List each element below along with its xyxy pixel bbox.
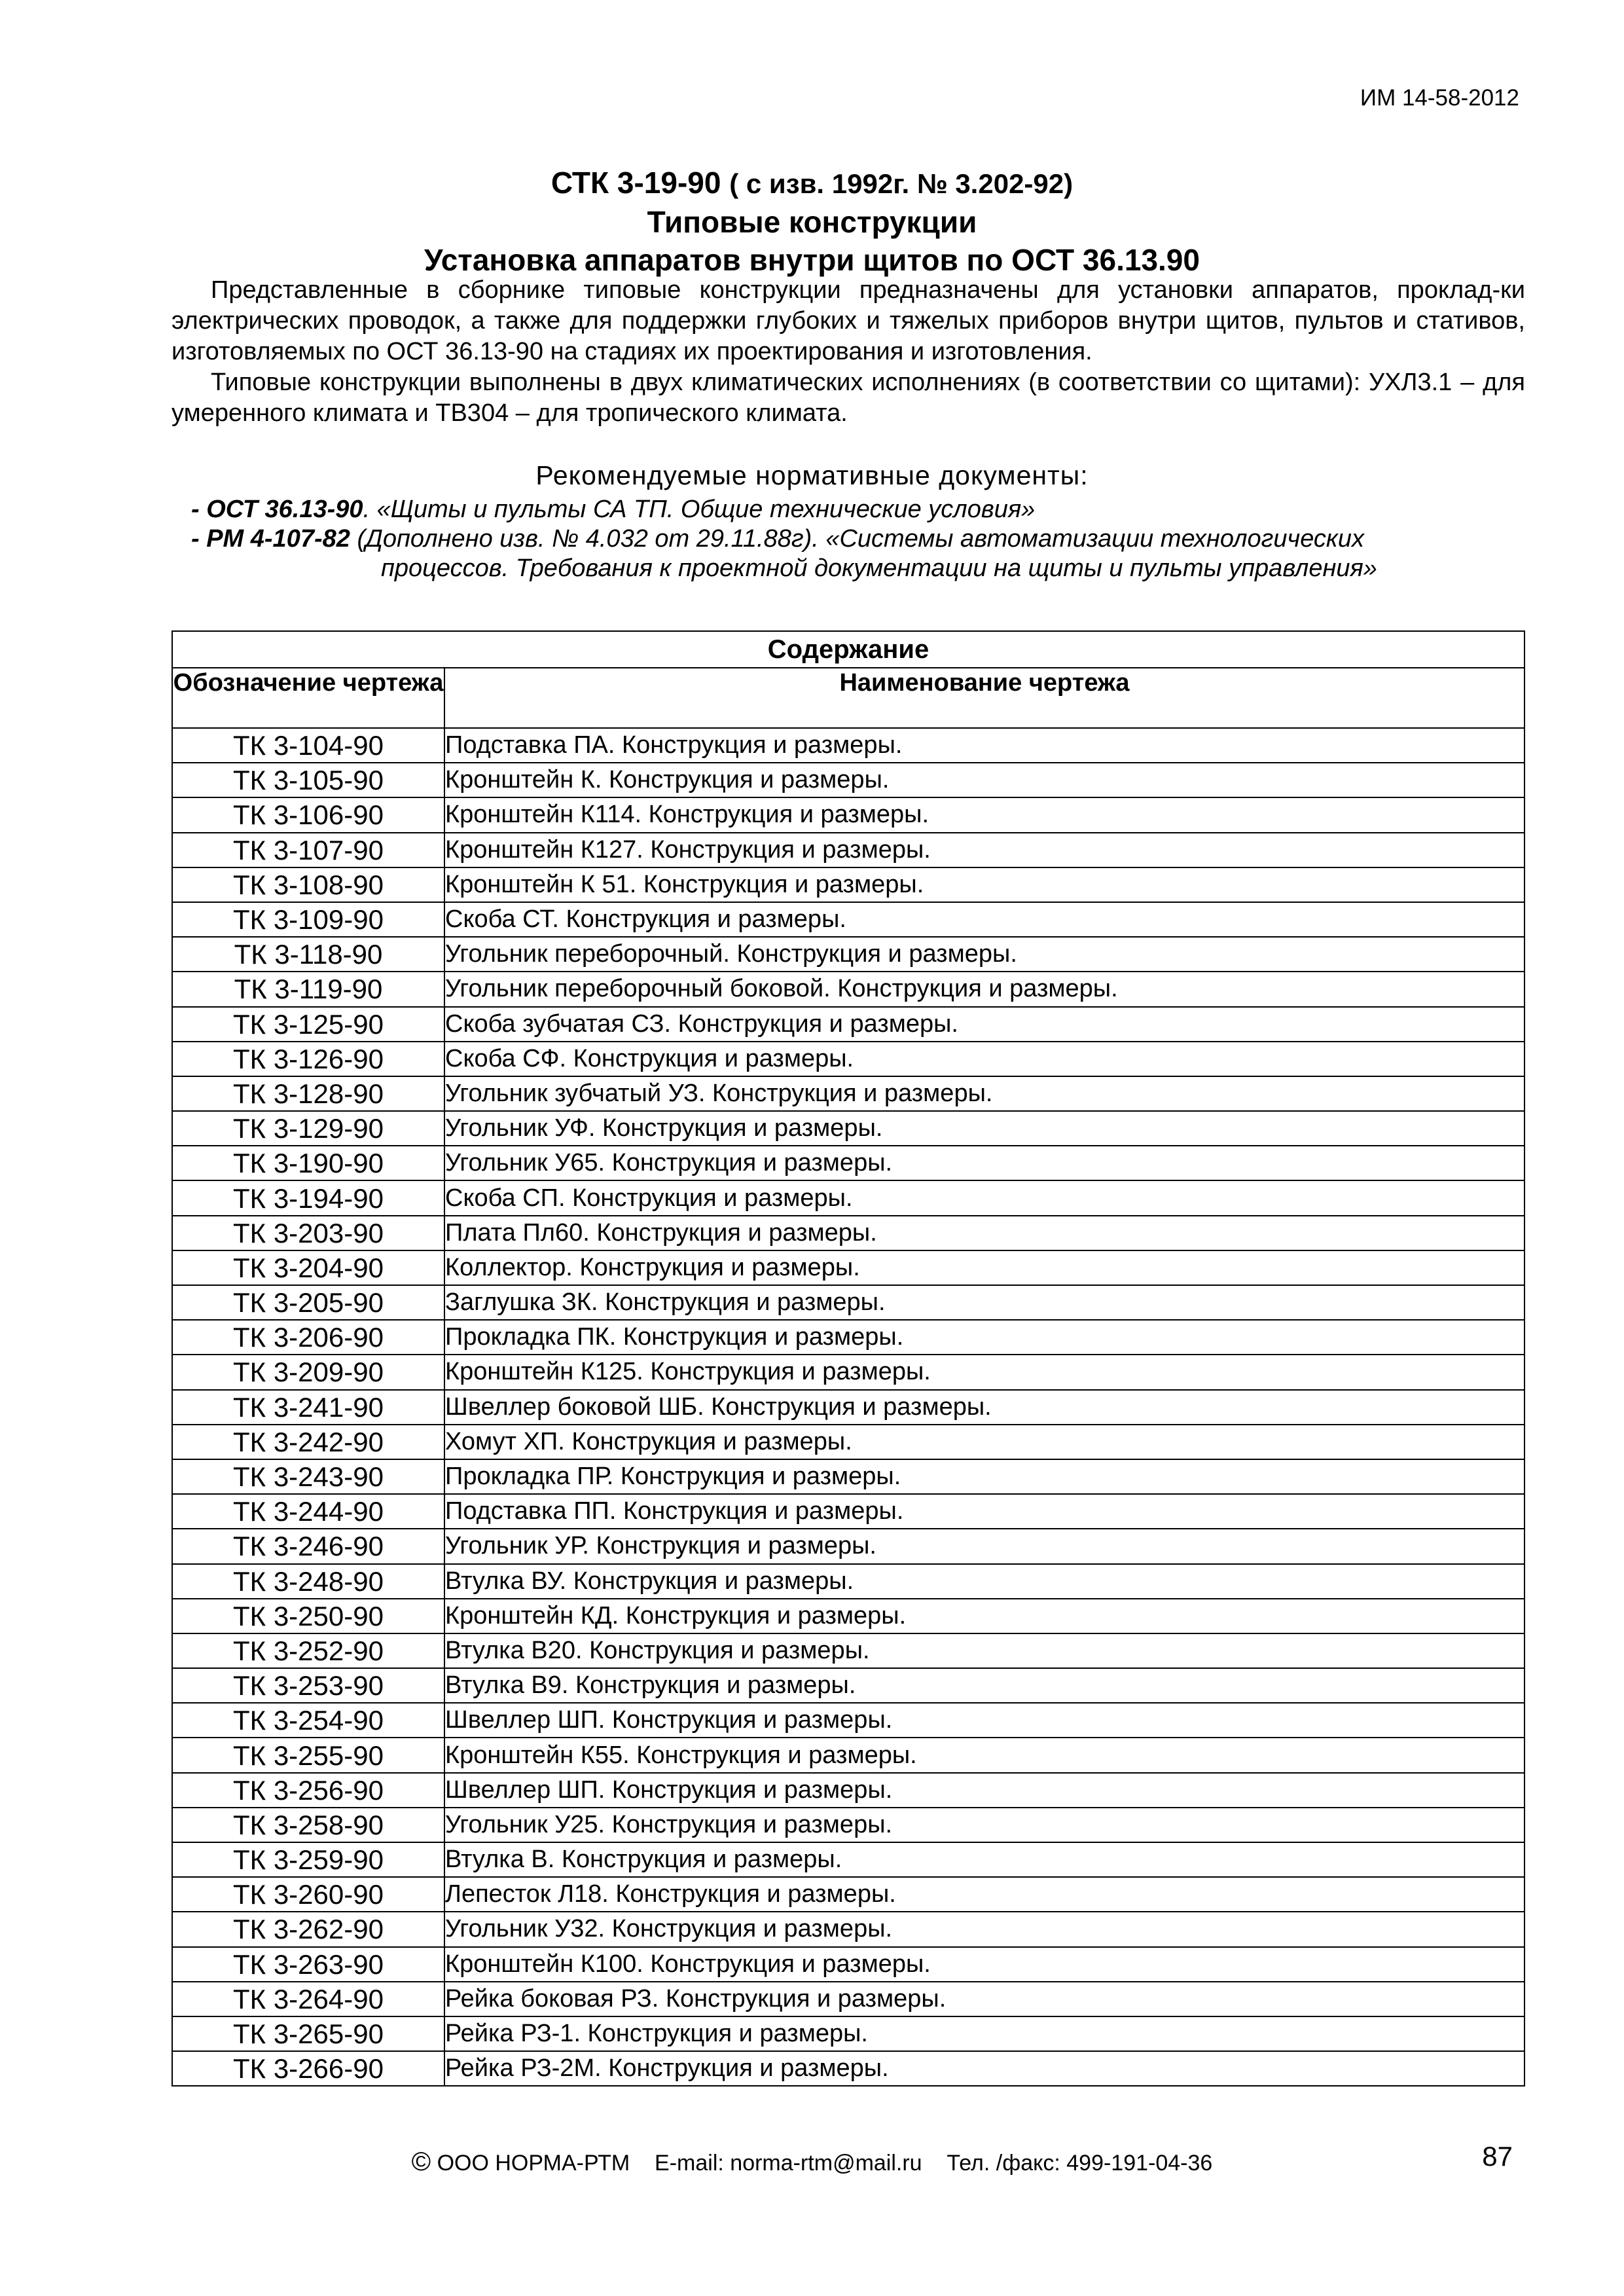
table-row [172,2051,1525,2086]
drawing-name-cell: Кронштейн К. Конструкция и размеры. [444,763,1525,797]
drawing-code-cell: ТК 3-255-90 [172,1738,444,1772]
reference-text: (Дополнено изв. № 4.032 от 29.11.88г). «Системы автоматизации технологических [350,525,1365,553]
footer-phone: Тел. /факс: 499-191-04-36 [947,2151,1213,2176]
drawing-name-cell: Угольник У65. Конструкция и размеры. [444,1146,1525,1180]
drawing-name-cell: Угольник УФ. Конструкция и размеры. [444,1111,1525,1146]
drawing-code-cell: ТК 3-258-90 [172,1808,444,1842]
drawing-name-cell: Скоба СФ. Конструкция и размеры. [444,1042,1525,1076]
drawing-code-cell: ТК 3-206-90 [172,1320,444,1355]
table-row [172,937,1525,972]
drawing-code-cell: ТК 3-263-90 [172,1947,444,1982]
drawing-name-cell: Заглушка ЗК. Конструкция и размеры. [444,1285,1525,1320]
table-row [172,1842,1525,1877]
drawing-name-cell: Швеллер ШП. Конструкция и размеры. [444,1703,1525,1738]
drawing-code-cell: ТК 3-118-90 [172,937,444,972]
table-row [172,1912,1525,1946]
table-row [172,728,1525,763]
drawing-code-cell: ТК 3-126-90 [172,1042,444,1076]
drawing-code-cell: ТК 3-262-90 [172,1912,444,1946]
table-row [172,1216,1525,1250]
drawing-code-cell: ТК 3-104-90 [172,728,444,763]
recommended-docs-list [191,495,1566,583]
drawing-code-cell: ТК 3-108-90 [172,867,444,902]
table-row [172,2016,1525,2051]
table-row [172,833,1525,867]
drawing-name-cell: Угольник УР. Конструкция и размеры. [444,1529,1525,1563]
copyright-icon: © [411,2147,431,2176]
drawing-code-cell: ТК 3-105-90 [172,763,444,797]
document-id: ИМ 14-58-2012 [1360,85,1519,111]
table-row [172,1703,1525,1738]
reference-item [191,495,1566,524]
title-main: Установка аппаратов внутри щитов по ОСТ 36.13.90 [424,243,1200,277]
table-row [172,797,1525,832]
table-row [172,1668,1525,1703]
drawing-name-cell: Рейка РЗ-1. Конструкция и размеры. [444,2016,1525,2051]
drawing-name-cell: Втулка В. Конструкция и размеры. [444,1842,1525,1877]
drawing-name-cell: Прокладка ПК. Конструкция и размеры. [444,1320,1525,1355]
title-subtitle: Типовые конструкции [647,205,977,239]
table-row [172,1390,1525,1425]
table-row [172,867,1525,902]
table-row [172,1007,1525,1042]
table-row [172,763,1525,797]
drawing-name-cell: Угольник переборочный. Конструкция и размеры. [444,937,1525,972]
title-standard-code: СТК 3-19-90 [550,166,721,200]
drawing-name-cell: Скоба зубчатая СЗ. Конструкция и размеры. [444,1007,1525,1042]
drawing-code-cell: ТК 3-109-90 [172,902,444,937]
table-row [172,1425,1525,1459]
recommended-docs-title: Рекомендуемые нормативные документы: [535,460,1089,490]
drawing-name-cell: Рейка РЗ-2М. Конструкция и размеры. [444,2051,1525,2086]
table-row [172,1146,1525,1180]
drawing-code-cell: ТК 3-242-90 [172,1425,444,1459]
drawing-code-cell: ТК 3-194-90 [172,1180,444,1215]
drawing-code-cell: ТК 3-203-90 [172,1216,444,1250]
drawing-code-cell: ТК 3-250-90 [172,1599,444,1633]
drawing-code-cell: ТК 3-254-90 [172,1703,444,1738]
drawing-name-cell: Угольник У32. Конструкция и размеры. [444,1912,1525,1946]
drawing-code-cell: ТК 3-256-90 [172,1773,444,1808]
drawing-code-cell: ТК 3-204-90 [172,1250,444,1285]
drawing-name-cell: Прокладка ПР. Конструкция и размеры. [444,1459,1525,1494]
table-row [172,1042,1525,1076]
drawing-name-cell: Втулка В9. Конструкция и размеры. [444,1668,1525,1703]
intro-paragraph-1: Представленные в сборнике типовые конструкции предназначены для установки аппаратов, проклад-ки электрических проводок, а также для поддержки глубоких и тяжелых приборов внутри щитов, пультов и стативов, изготовляемых по ОСТ 36.13-90 на стадиях их проектирования и изготовления. [171,276,1525,365]
title-block [0,164,1624,279]
table-row [172,1773,1525,1808]
drawing-name-cell: Угольник зубчатый УЗ. Конструкция и размеры. [444,1076,1525,1111]
drawing-name-cell: Кронштейн К100. Конструкция и размеры. [444,1947,1525,1982]
table-row [172,1494,1525,1529]
drawing-name-cell: Хомут ХП. Конструкция и размеры. [444,1425,1525,1459]
reference-text: . «Щиты и пульты СА ТП. Общие технические условия» [363,496,1036,523]
drawing-name-cell: Кронштейн К55. Конструкция и размеры. [444,1738,1525,1772]
drawing-name-cell: Угольник переборочный боковой. Конструкция и размеры. [444,972,1525,1006]
table-row [172,1250,1525,1285]
drawing-code-cell: ТК 3-248-90 [172,1564,444,1599]
drawing-name-cell: Швеллер боковой ШБ. Конструкция и размеры. [444,1390,1525,1425]
drawing-code-cell: ТК 3-253-90 [172,1668,444,1703]
drawing-name-cell: Коллектор. Конструкция и размеры. [444,1250,1525,1285]
drawing-code-cell: ТК 3-107-90 [172,833,444,867]
drawing-name-cell: Кронштейн КД. Конструкция и размеры. [444,1599,1525,1633]
drawing-name-cell: Кронштейн К114. Конструкция и размеры. [444,797,1525,832]
drawing-code-cell: ТК 3-264-90 [172,1982,444,2016]
table-row [172,1633,1525,1668]
table-row [172,1459,1525,1494]
contents-table [171,630,1525,2086]
table-row [172,1355,1525,1389]
drawing-code-cell: ТК 3-119-90 [172,972,444,1006]
reference-continuation: процессов. Требования к проектной документации на щиты и пульты управления» [381,555,1377,582]
table-row [172,1738,1525,1772]
drawing-name-cell: Швеллер ШП. Конструкция и размеры. [444,1773,1525,1808]
page-number: 87 [1482,2141,1513,2172]
drawing-code-cell: ТК 3-266-90 [172,2051,444,2086]
table-row [172,1564,1525,1599]
drawing-code-cell: ТК 3-106-90 [172,797,444,832]
drawing-code-cell: ТК 3-129-90 [172,1111,444,1146]
page-footer [0,2147,1624,2177]
drawing-code-cell: ТК 3-128-90 [172,1076,444,1111]
table-row [172,1285,1525,1320]
column-header-name: Наименование чертежа [444,668,1525,728]
table-row [172,1982,1525,2016]
drawing-code-cell: ТК 3-246-90 [172,1529,444,1563]
drawing-code-cell: ТК 3-190-90 [172,1146,444,1180]
title-standard [0,164,1624,203]
drawing-name-cell: Угольник У25. Конструкция и размеры. [444,1808,1525,1842]
drawing-name-cell: Лепесток Л18. Конструкция и размеры. [444,1877,1525,1912]
table-row [172,1599,1525,1633]
drawing-code-cell: ТК 3-205-90 [172,1285,444,1320]
drawing-code-cell: ТК 3-244-90 [172,1494,444,1529]
drawing-code-cell: ТК 3-260-90 [172,1877,444,1912]
drawing-code-cell: ТК 3-241-90 [172,1390,444,1425]
drawing-name-cell: Втулка В20. Конструкция и размеры. [444,1633,1525,1668]
table-row [172,1111,1525,1146]
drawing-code-cell: ТК 3-259-90 [172,1842,444,1877]
drawing-name-cell: Кронштейн К125. Конструкция и размеры. [444,1355,1525,1389]
drawing-name-cell: Подставка ПП. Конструкция и размеры. [444,1494,1525,1529]
table-row [172,1947,1525,1982]
drawing-code-cell: ТК 3-243-90 [172,1459,444,1494]
reference-item [191,524,1566,554]
drawing-code-cell: ТК 3-125-90 [172,1007,444,1042]
table-row [172,1180,1525,1215]
table-row [172,1877,1525,1912]
table-row [172,1320,1525,1355]
reference-code: - РМ 4-107-82 [191,525,350,553]
drawing-name-cell: Рейка боковая РЗ. Конструкция и размеры. [444,1982,1525,2016]
drawing-code-cell: ТК 3-265-90 [172,2016,444,2051]
drawing-name-cell: Втулка ВУ. Конструкция и размеры. [444,1564,1525,1599]
table-row [172,902,1525,937]
drawing-name-cell: Кронштейн К 51. Конструкция и размеры. [444,867,1525,902]
drawing-name-cell: Кронштейн К127. Конструкция и размеры. [444,833,1525,867]
intro-text [171,275,1525,429]
drawing-code-cell: ТК 3-209-90 [172,1355,444,1389]
table-row [172,1808,1525,1842]
drawing-name-cell: Скоба СП. Конструкция и размеры. [444,1180,1525,1215]
column-header-code: Обозначение чертежа [172,668,444,728]
drawing-code-cell: ТК 3-252-90 [172,1633,444,1668]
drawing-name-cell: Плата Пл60. Конструкция и размеры. [444,1216,1525,1250]
title-standard-revision: ( с изв. 1992г. № 3.202-92) [729,168,1074,199]
table-caption: Содержание [172,631,1525,668]
table-body [172,728,1525,2086]
footer-company: ООО НОРМА-РТМ [437,2151,630,2176]
drawing-name-cell: Подставка ПА. Конструкция и размеры. [444,728,1525,763]
footer-email: E-mail: norma-rtm@mail.ru [655,2151,922,2176]
intro-paragraph-2: Типовые конструкции выполнены в двух климатических исполнениях (в соответствии со щитами): УХЛ3.1 – для умеренного климата и ТВ304 – для тропического климата. [171,369,1525,427]
table-row [172,1076,1525,1111]
reference-code: - ОСТ 36.13-90 [191,496,363,523]
drawing-name-cell: Скоба СТ. Конструкция и размеры. [444,902,1525,937]
table-row [172,972,1525,1006]
table-row [172,1529,1525,1563]
